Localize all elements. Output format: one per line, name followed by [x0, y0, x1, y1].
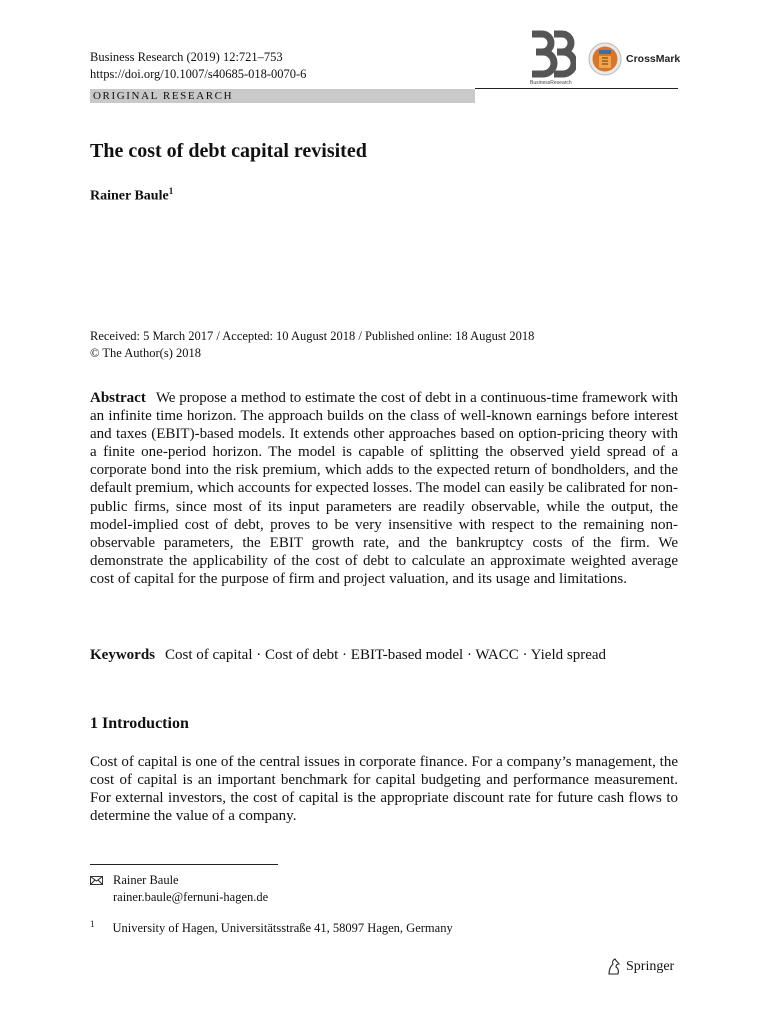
- contact-email[interactable]: rainer.baule@fernuni-hagen.de: [113, 890, 269, 904]
- corresponding-author: [90, 872, 268, 906]
- springer-horse-icon: [606, 958, 622, 976]
- crossmark-label: CrossMark: [626, 53, 681, 65]
- logo-caption: BusinessResearch: [530, 80, 572, 86]
- business-research-logo: [528, 28, 576, 86]
- affiliation-text: University of Hagen, Universitätsstraße 41, 58097 Hagen, Germany: [112, 921, 453, 936]
- publisher-mark: [606, 958, 674, 976]
- keywords-label: Keywords: [90, 647, 155, 663]
- publication-dates: Received: 5 March 2017 / Accepted: 10 August 2018 / Published online: 18 August 2018: [90, 329, 535, 343]
- intro-paragraph: Cost of capital is one of the central issues in corporate finance. For a company’s management, the cost of capital is an important benchmark for capital budgeting and performance measurement. For external investors, the cost of capital is the appropriate discount rate for future cash flows to determine the value of a company.: [90, 754, 678, 825]
- section-heading: 1 Introduction: [90, 715, 189, 732]
- author-affiliation-ref[interactable]: 1: [168, 186, 174, 196]
- abstract: [90, 389, 678, 588]
- affiliation-number: 1: [90, 919, 95, 929]
- publication-history: [90, 328, 534, 362]
- crossmark-badge[interactable]: [588, 42, 688, 76]
- affiliation-footnote: [90, 916, 453, 937]
- doi-link[interactable]: https://doi.org/10.1007/s40685-018-0070-6: [90, 67, 307, 81]
- footnote-rule: [90, 864, 278, 865]
- journal-volume: Business Research (2019) 12:721–753: [90, 50, 283, 64]
- abstract-text: We propose a method to estimate the cost of debt in a continuous-time framework with an infinite time horizon. The approach builds on the class of well-known earnings before interest and taxes (EBIT)-based models. It extends other approaches based on option-pricing theory with a finite one-period horizon. The model is capable of splitting the observed yield spread of a corporate bond into the risk premium, which adds to the expected return of bondholders, and the default premium, which accounts for expected losses. The model can easily be calibrated for non-public firms, since most of its input parameters are readily observable, while the output, the model-implied cost of debt, proves to be very insensitive with respect to the remaining non-observable parameters, the EBIT growth rate, and the bankruptcy costs of the firm. We demonstrate the applicability of the cost of debt to calculate an approximate weighted average cost of capital for the purpose of firm and project valuation, and its usage and limitations.: [90, 390, 678, 587]
- article-type-banner: ORIGINAL RESEARCH: [90, 89, 475, 103]
- keywords-text: Cost of capital · Cost of debt · EBIT-based model · WACC · Yield spread: [165, 647, 607, 663]
- author-line: [90, 186, 173, 205]
- abstract-label: Abstract: [90, 390, 146, 406]
- article-title: The cost of debt capital revisited: [90, 140, 367, 162]
- header-rule: [475, 88, 678, 89]
- crossmark-icon: [588, 42, 622, 76]
- copyright-line: © The Author(s) 2018: [90, 346, 201, 360]
- journal-citation: [90, 49, 306, 83]
- contact-name: Rainer Baule: [113, 873, 179, 887]
- publisher-name: Springer: [626, 959, 675, 974]
- keywords: [90, 646, 678, 664]
- envelope-icon: [90, 876, 103, 885]
- author-name[interactable]: Rainer Baule: [90, 188, 169, 204]
